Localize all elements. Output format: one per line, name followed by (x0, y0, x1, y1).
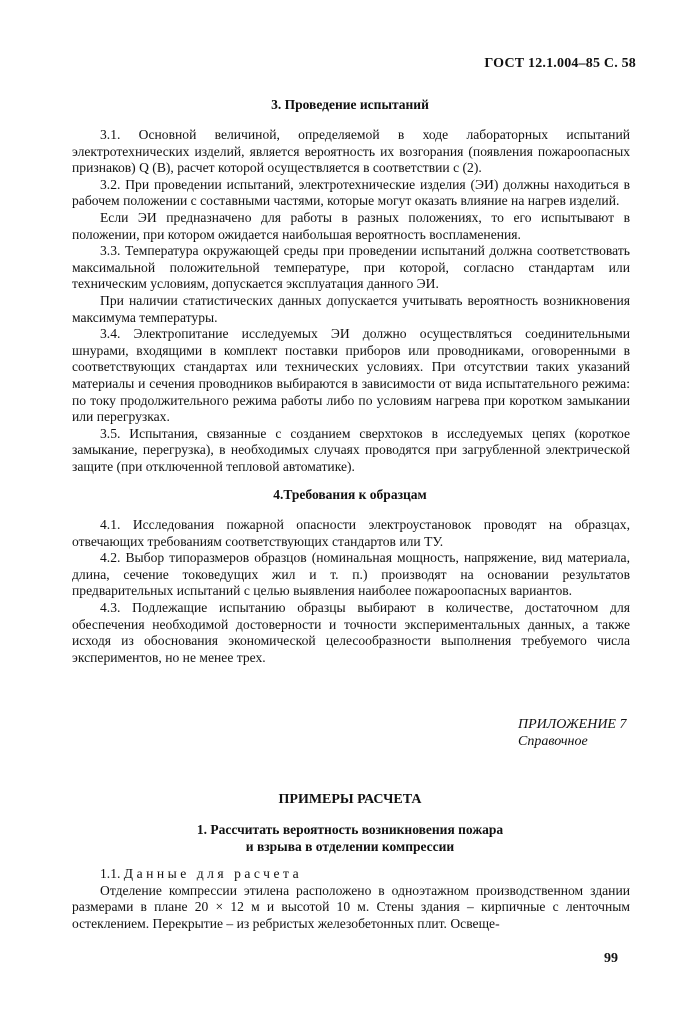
item-heading: Данные для расчета (123, 866, 303, 881)
paragraph-3-5: 3.5. Испытания, связанные с созданием сверхтоков в исследуемых цепях (короткое замыкание, перегрузка), в необходимых случаях проводятся при загрубленной электрической защите (при отключенной тепловой автоматике). (72, 425, 630, 474)
paragraph-3-2-cont: Если ЭИ предназначено для работы в разных положениях, то его испытывают в положении, при котором ожидается наибольшая вероятность воспламенения. (72, 209, 630, 242)
examples-body (72, 866, 630, 932)
item-1-1-paragraph: Отделение компрессии этилена расположено в одноэтажном производственном здании размерами в плане 20 × 12 м и высотой 10 м. Стены здания – кирпичные с ленточным остеклением. Перекрытие – из ребристых железобетонных плит. Освеще- (72, 882, 630, 931)
section-3-body (72, 127, 630, 475)
paragraph-3-3-cont: При наличии статистических данных допускается учитывать вероятность возникновения максимума температуры. (72, 292, 630, 325)
paragraph-3-4: 3.4. Электропитание исследуемых ЭИ должно осуществляться соединительными шнурами, входящими в комплект поставки приборов или проводниками, оговоренными в соответствующих стандартах или технических условиях. При отсутствии таких указаний материалы и сечения проводников выбираются в зависимости от вида испытательного режима: по току продолжительного режима работы либо по условиям нагрева при коротком замыкании или перегрузках. (72, 326, 630, 425)
appendix-type: Справочное (518, 734, 588, 749)
paragraph-4-1: 4.1. Исследования пожарной опасности электроустановок проводят на образцах, отвечающих требованиям соответствующих стандартов или ТУ. (72, 517, 630, 549)
examples-subtitle-line-1: 1. Рассчитать вероятность возникновения пожара (196, 822, 504, 837)
appendix-label: ПРИЛОЖЕНИЕ 7 (518, 717, 627, 732)
section-4-body (72, 517, 630, 666)
paragraph-4-3: 4.3. Подлежащие испытанию образцы выбирают в количестве, достаточном для обеспечения необходимой достоверности и точности экспериментальных данных, а также исходя из обоснования экономической целесообразности выполнения требуемого числа экспериментов, но не менее трех. (72, 599, 630, 665)
page-header: ГОСТ 12.1.004–85 С. 58 (484, 56, 636, 71)
paragraph-3-1: 3.1. Основной величиной, определяемой в ходе лабораторных испытаний электротехнических изделий, является вероятность их возгорания (появления пожароопасных признаков) Q (В), расчет которой осуществляется в соответствии с (2). (72, 127, 630, 176)
paragraph-3-3: 3.3. Температура окружающей среды при проведении испытаний должна соответствовать максимальной положительной температуре, при которой, согласно стандартам или техническим условиям, допускается эксплуатация данного ЭИ. (72, 243, 630, 292)
examples-title: ПРИМЕРЫ РАСЧЕТА (278, 792, 422, 807)
page-number: 99 (604, 951, 618, 966)
examples-subtitle (0, 822, 700, 855)
paragraph-3-2: 3.2. При проведении испытаний, электротехнические изделия (ЭИ) должны находиться в рабочем положении с составными частями, которые могут оказать влияние на нагрев изделий. (72, 176, 630, 209)
item-number: 1.1. (100, 866, 121, 881)
section-3-title: 3. Проведение испытаний (271, 97, 429, 112)
section-4-title: 4.Требования к образцам (273, 487, 427, 502)
appendix-label-block (518, 716, 626, 750)
item-1-1-heading (72, 866, 630, 883)
examples-subtitle-line-2: и взрыва в отделении компрессии (245, 838, 455, 854)
paragraph-4-2: 4.2. Выбор типоразмеров образцов (номинальная мощность, напряжение, вид материала, длина, сечение токоведущих жил и т. п.) производят на основании результатов предварительных испытаний с целью выявления наиболее пожароопасных вариантов. (72, 550, 630, 599)
